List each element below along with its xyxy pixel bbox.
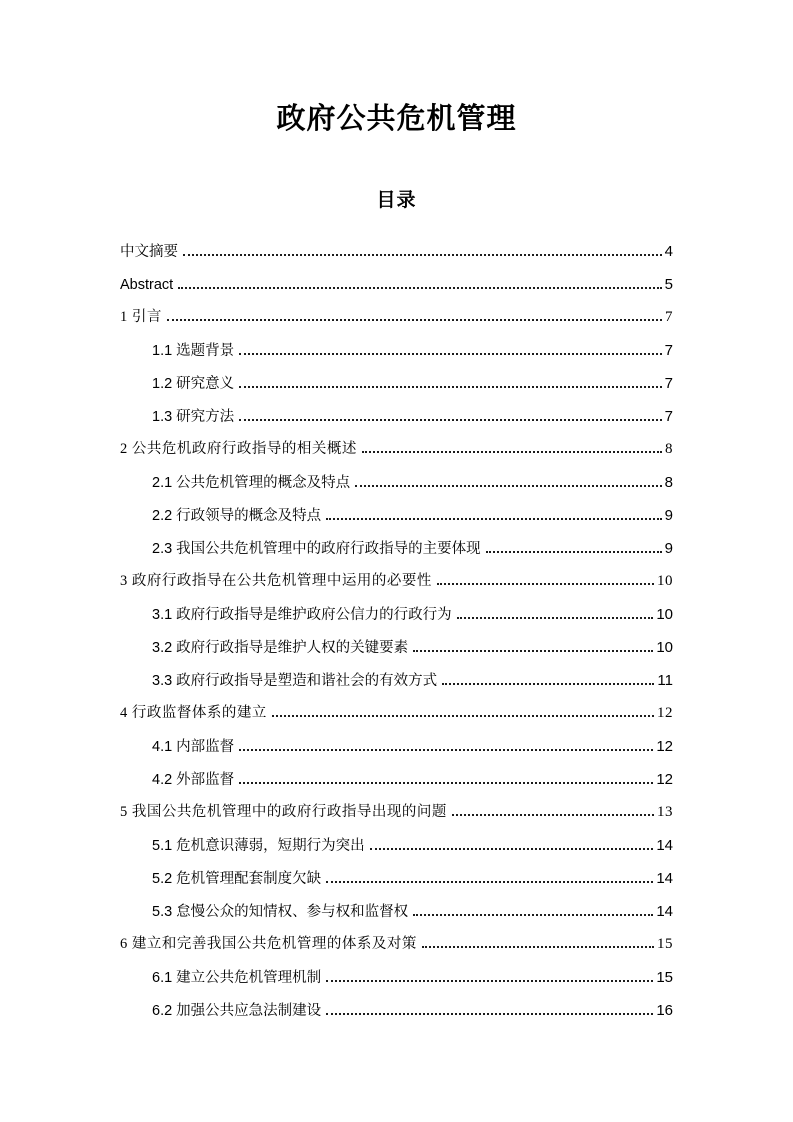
- dot-leader: [422, 945, 654, 948]
- toc-entry-page: 10: [657, 573, 673, 589]
- toc-entry-page: 12: [656, 771, 673, 788]
- toc-entry-page: 11: [657, 672, 673, 689]
- dot-leader: [167, 318, 662, 321]
- toc-entry-label: 1 引言: [120, 309, 162, 325]
- toc-entry-page: 7: [664, 408, 673, 425]
- toc-entry-page: 7: [665, 309, 673, 325]
- dot-leader: [457, 616, 654, 619]
- dot-leader: [326, 517, 661, 520]
- toc-entry-label: 5 我国公共危机管理中的政府行政指导出现的问题: [120, 804, 447, 820]
- toc-entry[interactable]: [120, 829, 673, 862]
- toc-entry-label: 1.3 研究方法: [152, 409, 235, 425]
- toc-entry-page: 8: [665, 441, 673, 457]
- dot-leader: [326, 979, 653, 982]
- dot-leader: [355, 484, 661, 487]
- dot-leader: [239, 385, 661, 388]
- toc-entry-page: 10: [656, 606, 673, 623]
- toc-entry[interactable]: [120, 466, 673, 499]
- toc-entry[interactable]: [120, 961, 673, 994]
- dot-leader: [272, 714, 654, 717]
- dot-leader: [239, 781, 653, 784]
- toc-entry[interactable]: [120, 565, 673, 598]
- toc-entry[interactable]: [120, 235, 673, 268]
- toc-entry-page: 7: [664, 375, 673, 392]
- dot-leader: [239, 352, 661, 355]
- toc-entry[interactable]: [120, 367, 673, 400]
- toc-entry-page: 9: [664, 540, 673, 557]
- toc-entry[interactable]: [120, 994, 673, 1027]
- toc-entry-label: 5.3 怠慢公众的知情权、参与权和监督权: [152, 904, 409, 920]
- toc-entry-page: 12: [656, 738, 673, 755]
- toc-entry-label: 3.2 政府行政指导是维护人权的关键要素: [152, 640, 409, 656]
- dot-leader: [362, 450, 662, 453]
- dot-leader: [413, 913, 653, 916]
- toc-entry-page: 12: [657, 705, 673, 721]
- dot-leader: [370, 847, 654, 850]
- toc-heading: 目录: [376, 190, 417, 211]
- toc-entry-label: 2.2 行政领导的概念及特点: [152, 508, 322, 524]
- toc-entry-label: 4.1 内部监督: [152, 739, 235, 755]
- dot-leader: [326, 880, 653, 883]
- toc-entry-label: 4.2 外部监督: [152, 772, 235, 788]
- document-title: 政府公共危机管理: [276, 103, 517, 135]
- toc-entry-page: 16: [656, 1002, 673, 1019]
- toc-entry-label: 6.2 加强公共应急法制建设: [152, 1003, 322, 1019]
- toc-entry-page: 15: [657, 936, 673, 952]
- toc-entry-label: 3.3 政府行政指导是塑造和谐社会的有效方式: [152, 673, 438, 689]
- toc-entry-label: 2.3 我国公共危机管理中的政府行政指导的主要体现: [152, 541, 481, 557]
- dot-leader: [437, 582, 654, 585]
- toc-entry-label: 6 建立和完善我国公共危机管理的体系及对策: [120, 936, 417, 952]
- toc-entry-label: 5.1 危机意识薄弱，短期行为突出: [152, 838, 365, 854]
- dot-leader: [442, 682, 654, 685]
- toc-list: [120, 235, 673, 1027]
- toc-entry-page: 10: [656, 639, 673, 656]
- toc-entry[interactable]: [120, 796, 673, 829]
- toc-entry-page: 13: [657, 804, 673, 820]
- toc-entry[interactable]: [120, 499, 673, 532]
- toc-entry-page: 14: [656, 903, 673, 920]
- toc-entry[interactable]: [120, 400, 673, 433]
- toc-entry[interactable]: [120, 433, 673, 466]
- dot-leader: [183, 253, 662, 256]
- toc-entry[interactable]: [120, 763, 673, 796]
- dot-leader: [178, 286, 661, 289]
- toc-entry-label: 1.1 选题背景: [152, 343, 235, 359]
- toc-entry-label: 4 行政监督体系的建立: [120, 705, 267, 721]
- toc-entry-label: 3.1 政府行政指导是维护政府公信力的行政行为: [152, 607, 452, 623]
- toc-entry-page: 4: [664, 243, 673, 260]
- dot-leader: [486, 550, 662, 553]
- toc-entry-label: 2 公共危机政府行政指导的相关概述: [120, 441, 357, 457]
- toc-entry-page: 14: [656, 870, 673, 887]
- toc-entry-label: 中文摘要: [120, 244, 178, 260]
- toc-entry-label: 5.2 危机管理配套制度欠缺: [152, 871, 322, 887]
- toc-entry-page: 9: [664, 507, 673, 524]
- toc-entry[interactable]: [120, 928, 673, 961]
- toc-entry-label: 3 政府行政指导在公共危机管理中运用的必要性: [120, 573, 432, 589]
- toc-entry[interactable]: [120, 301, 673, 334]
- toc-entry[interactable]: [120, 730, 673, 763]
- toc-entry-label: 6.1 建立公共危机管理机制: [152, 970, 322, 986]
- toc-entry-page: 15: [656, 969, 673, 986]
- toc-entry-label: Abstract: [120, 277, 174, 293]
- toc-entry[interactable]: [120, 268, 673, 301]
- toc-entry[interactable]: [120, 598, 673, 631]
- dot-leader: [239, 418, 661, 421]
- toc-entry-page: 7: [664, 342, 673, 359]
- toc-entry[interactable]: [120, 532, 673, 565]
- toc-entry-page: 5: [664, 276, 673, 293]
- toc-entry-page: 8: [664, 474, 673, 491]
- dot-leader: [452, 813, 654, 816]
- dot-leader: [239, 748, 653, 751]
- toc-entry[interactable]: [120, 334, 673, 367]
- toc-entry[interactable]: [120, 631, 673, 664]
- toc-entry-label: 1.2 研究意义: [152, 376, 235, 392]
- toc-entry-page: 14: [656, 837, 673, 854]
- toc-entry-label: 2.1 公共危机管理的概念及特点: [152, 475, 351, 491]
- dot-leader: [326, 1012, 653, 1015]
- toc-entry[interactable]: [120, 664, 673, 697]
- toc-entry[interactable]: [120, 895, 673, 928]
- dot-leader: [413, 649, 653, 652]
- toc-entry[interactable]: [120, 697, 673, 730]
- toc-entry[interactable]: [120, 862, 673, 895]
